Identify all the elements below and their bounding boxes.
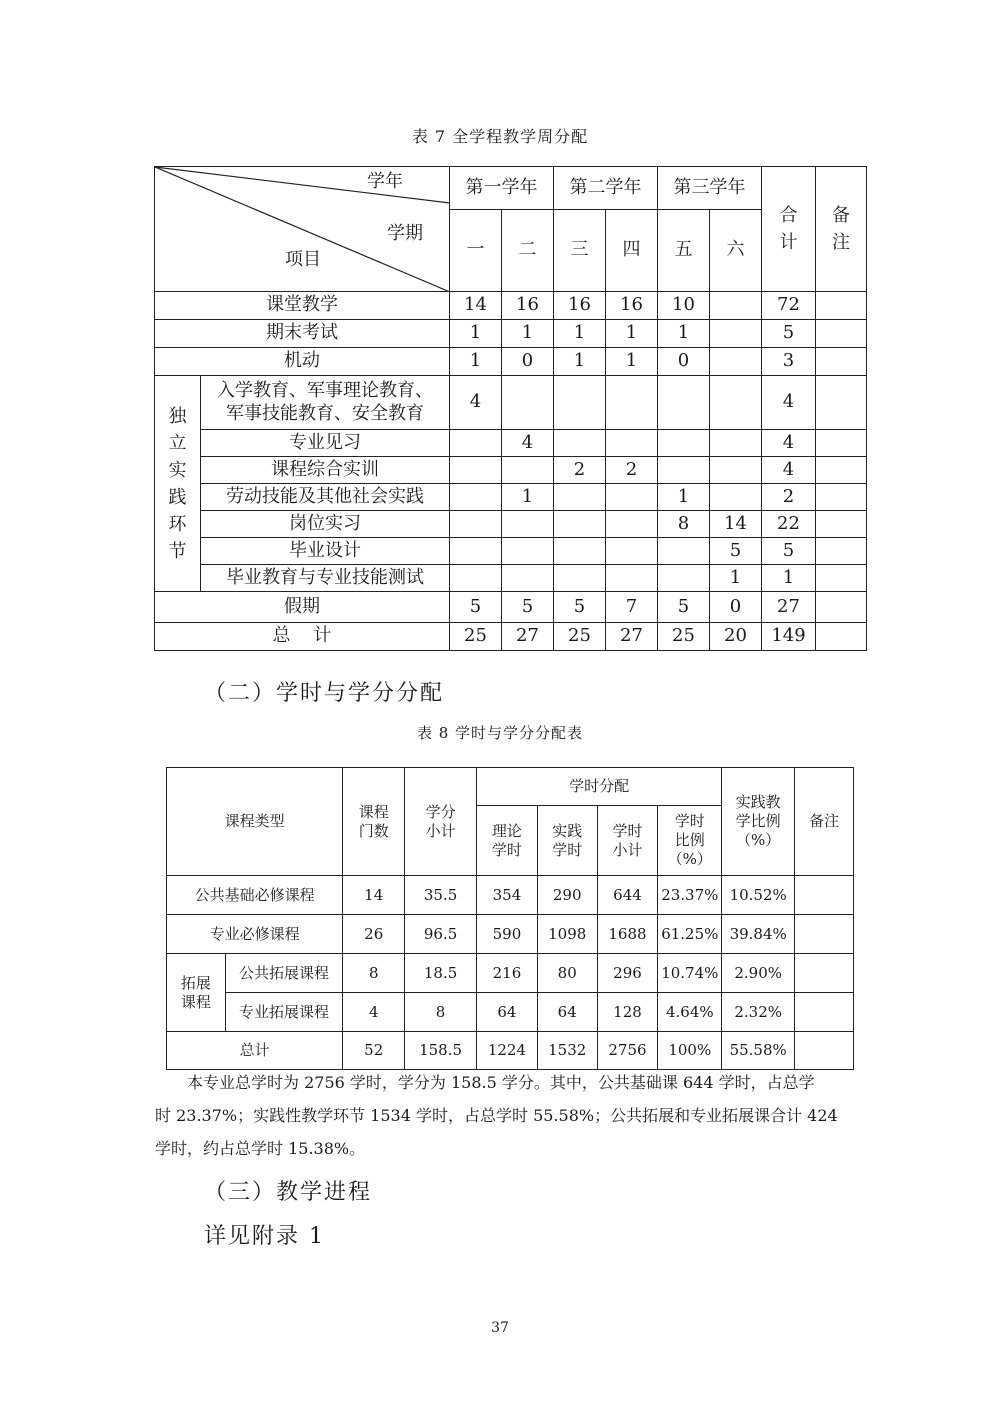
table-row <box>167 876 854 915</box>
cell: 8 <box>658 511 710 538</box>
cell <box>554 565 606 592</box>
cell: 5 <box>450 592 502 623</box>
cell: 2 <box>606 457 658 484</box>
row-label: 毕业设计 <box>201 538 450 565</box>
row-label: 公共拓展课程 <box>225 954 343 993</box>
cell: 64 <box>537 993 597 1032</box>
table-row <box>167 954 854 993</box>
row-label: 劳动技能及其他社会实践 <box>201 484 450 511</box>
term-header: 二 <box>502 210 554 292</box>
header-course-type: 课程类型 <box>167 768 343 876</box>
cell: 1 <box>606 320 658 348</box>
cell <box>502 511 554 538</box>
cell <box>658 376 710 430</box>
table-row <box>155 376 867 430</box>
cell: 14 <box>343 876 405 915</box>
cell <box>554 376 606 430</box>
cell: 0 <box>658 348 710 376</box>
cell: 0 <box>502 348 554 376</box>
table-row <box>155 457 867 484</box>
cell: 1 <box>554 348 606 376</box>
cell <box>554 484 606 511</box>
cell <box>795 876 854 915</box>
cell <box>816 457 867 484</box>
cell <box>816 292 867 320</box>
section-heading: （二）学时与学分分配 <box>204 681 445 706</box>
header-hours-allocation: 学时分配 <box>477 768 722 806</box>
diagonal-header-cell <box>155 167 450 292</box>
cell <box>816 565 867 592</box>
cell: 590 <box>477 915 538 954</box>
cell <box>658 457 710 484</box>
cell <box>606 565 658 592</box>
cell: 2.90% <box>722 954 795 993</box>
cell: 55.58% <box>722 1032 795 1070</box>
cell <box>710 457 762 484</box>
table-row <box>155 538 867 565</box>
cell: 149 <box>762 623 816 651</box>
table-row <box>155 511 867 538</box>
header-hours-ratio: 学时 比例 （%） <box>658 806 722 876</box>
cell: 5 <box>710 538 762 565</box>
cell: 96.5 <box>405 915 477 954</box>
cell <box>450 484 502 511</box>
cell: 4 <box>343 993 405 1032</box>
cell: 0 <box>710 592 762 623</box>
cell: 27 <box>502 623 554 651</box>
cell <box>502 565 554 592</box>
cell: 5 <box>762 538 816 565</box>
cell: 4 <box>762 376 816 430</box>
cell <box>606 511 658 538</box>
row-label: 专业拓展课程 <box>225 993 343 1032</box>
page-number: 37 <box>491 1320 509 1336</box>
group-label: 独 立 实 践 环 节 <box>155 376 201 592</box>
cell <box>795 954 854 993</box>
term-header: 一 <box>450 210 502 292</box>
cell: 10.52% <box>722 876 795 915</box>
table-row <box>155 565 867 592</box>
cell: 16 <box>606 292 658 320</box>
cell: 1 <box>502 484 554 511</box>
paragraph-line: 学时，约占总学时 15.38%。 <box>155 1139 366 1158</box>
cell <box>450 457 502 484</box>
cell: 7 <box>606 592 658 623</box>
cell <box>710 348 762 376</box>
cell: 5 <box>762 320 816 348</box>
summary-paragraph <box>155 1066 865 1165</box>
cell: 39.84% <box>722 915 795 954</box>
cell: 1 <box>502 320 554 348</box>
row-label: 课程综合实训 <box>201 457 450 484</box>
cell <box>816 592 867 623</box>
cell: 16 <box>502 292 554 320</box>
cell <box>502 457 554 484</box>
cell: 4 <box>450 376 502 430</box>
cell: 354 <box>477 876 538 915</box>
cell: 27 <box>762 592 816 623</box>
row-label: 入学教育、军事理论教育、 军事技能教育、安全教育 <box>201 376 450 430</box>
cell: 25 <box>450 623 502 651</box>
cell <box>795 993 854 1032</box>
paragraph-line: 本专业总学时为 2756 学时，学分为 158.5 学分。其中，公共基础课 644 学时，占总学 <box>187 1073 815 1092</box>
corner-term-label: 学期 <box>387 223 423 244</box>
cell <box>606 430 658 457</box>
cell: 80 <box>537 954 597 993</box>
cell: 10 <box>658 292 710 320</box>
cell: 128 <box>597 993 658 1032</box>
cell <box>502 538 554 565</box>
cell: 1 <box>606 348 658 376</box>
cell: 1532 <box>537 1032 597 1070</box>
cell <box>795 1032 854 1070</box>
cell <box>710 484 762 511</box>
row-label: 假期 <box>155 592 450 623</box>
header-practice-hours: 实践 学时 <box>537 806 597 876</box>
table-row <box>155 430 867 457</box>
cell: 25 <box>658 623 710 651</box>
cell <box>502 376 554 430</box>
term-header: 五 <box>658 210 710 292</box>
corner-item-label: 项目 <box>285 249 321 270</box>
cell: 14 <box>450 292 502 320</box>
paragraph-line: 时 23.37%；实践性教学环节 1534 学时，占总学时 55.58%；公共拓展和专业拓展课合计 424 <box>155 1106 838 1125</box>
cell: 4.64% <box>658 993 722 1032</box>
term-header: 三 <box>554 210 606 292</box>
cell: 4 <box>762 457 816 484</box>
remark-header: 备 注 <box>816 167 867 292</box>
cell: 644 <box>597 876 658 915</box>
table-row <box>155 292 867 320</box>
cell: 26 <box>343 915 405 954</box>
cell <box>816 538 867 565</box>
table-row <box>155 623 867 651</box>
weeks-allocation-table <box>154 166 867 651</box>
cell: 72 <box>762 292 816 320</box>
term-header: 六 <box>710 210 762 292</box>
cell: 5 <box>554 592 606 623</box>
cell: 16 <box>554 292 606 320</box>
cell: 14 <box>710 511 762 538</box>
cell <box>710 430 762 457</box>
year-header: 第二学年 <box>554 167 658 210</box>
cell: 1 <box>762 565 816 592</box>
cell: 35.5 <box>405 876 477 915</box>
cell: 1 <box>658 484 710 511</box>
cell <box>606 484 658 511</box>
cell <box>710 376 762 430</box>
year-header: 第三学年 <box>658 167 762 210</box>
row-label: 公共基础必修课程 <box>167 876 343 915</box>
table7-caption: 表 7 全学程教学周分配 <box>411 127 589 146</box>
row-label: 机动 <box>155 348 450 376</box>
cell: 10.74% <box>658 954 722 993</box>
cell <box>450 430 502 457</box>
cell: 5 <box>658 592 710 623</box>
cell <box>816 511 867 538</box>
cell: 5 <box>502 592 554 623</box>
cell <box>606 376 658 430</box>
table-row <box>167 915 854 954</box>
cell: 2 <box>554 457 606 484</box>
header-course-count: 课程 门数 <box>343 768 405 876</box>
cell: 158.5 <box>405 1032 477 1070</box>
cell: 1224 <box>477 1032 538 1070</box>
cell: 1688 <box>597 915 658 954</box>
cell <box>816 320 867 348</box>
row-label: 总 计 <box>155 623 450 651</box>
row-label: 总计 <box>167 1032 343 1070</box>
cell: 8 <box>405 993 477 1032</box>
cell: 1 <box>658 320 710 348</box>
header-theory-hours: 理论 学时 <box>477 806 538 876</box>
see-appendix-text: 详见附录 1 <box>204 1224 325 1249</box>
total-header: 合 计 <box>762 167 816 292</box>
header-practice-ratio: 实践教 学比例 （%） <box>722 768 795 876</box>
cell: 216 <box>477 954 538 993</box>
cell <box>816 430 867 457</box>
row-label: 专业见习 <box>201 430 450 457</box>
cell: 4 <box>502 430 554 457</box>
cell: 52 <box>343 1032 405 1070</box>
cell <box>554 538 606 565</box>
cell: 2.32% <box>722 993 795 1032</box>
header-hours-subtotal: 学时 小计 <box>597 806 658 876</box>
cell: 8 <box>343 954 405 993</box>
table8-caption: 表 8 学时与学分分配表 <box>416 724 584 742</box>
corner-year-label: 学年 <box>367 171 403 192</box>
table-row <box>167 993 854 1032</box>
header-remark: 备注 <box>795 768 854 876</box>
row-label: 专业必修课程 <box>167 915 343 954</box>
cell: 1 <box>554 320 606 348</box>
cell <box>658 538 710 565</box>
cell <box>816 348 867 376</box>
cell <box>816 623 867 651</box>
cell: 20 <box>710 623 762 651</box>
cell: 18.5 <box>405 954 477 993</box>
group-label: 拓展 课程 <box>167 954 226 1032</box>
cell <box>710 320 762 348</box>
cell <box>450 511 502 538</box>
cell: 23.37% <box>658 876 722 915</box>
section-heading: （三）教学进程 <box>204 1180 373 1205</box>
table-row <box>155 348 867 376</box>
cell: 3 <box>762 348 816 376</box>
cell: 2 <box>762 484 816 511</box>
row-label: 课堂教学 <box>155 292 450 320</box>
term-header: 四 <box>606 210 658 292</box>
cell: 27 <box>606 623 658 651</box>
cell: 4 <box>762 430 816 457</box>
cell: 296 <box>597 954 658 993</box>
cell: 290 <box>537 876 597 915</box>
cell: 1 <box>450 320 502 348</box>
row-label: 岗位实习 <box>201 511 450 538</box>
hours-credits-table <box>166 767 854 1070</box>
cell <box>658 430 710 457</box>
cell: 22 <box>762 511 816 538</box>
cell <box>710 292 762 320</box>
header-credit-subtotal: 学分 小计 <box>405 768 477 876</box>
year-header: 第一学年 <box>450 167 554 210</box>
table-row <box>155 592 867 623</box>
cell: 1 <box>710 565 762 592</box>
cell: 1 <box>450 348 502 376</box>
row-label: 期末考试 <box>155 320 450 348</box>
cell <box>816 484 867 511</box>
cell <box>554 430 606 457</box>
cell: 25 <box>554 623 606 651</box>
cell <box>658 565 710 592</box>
cell: 1098 <box>537 915 597 954</box>
cell <box>450 565 502 592</box>
cell: 61.25% <box>658 915 722 954</box>
cell <box>450 538 502 565</box>
table-row <box>155 484 867 511</box>
table-row <box>155 320 867 348</box>
cell <box>795 915 854 954</box>
cell <box>606 538 658 565</box>
row-label: 毕业教育与专业技能测试 <box>201 565 450 592</box>
cell: 2756 <box>597 1032 658 1070</box>
cell: 100% <box>658 1032 722 1070</box>
cell: 64 <box>477 993 538 1032</box>
table-row <box>167 1032 854 1070</box>
cell <box>816 376 867 430</box>
cell <box>554 511 606 538</box>
